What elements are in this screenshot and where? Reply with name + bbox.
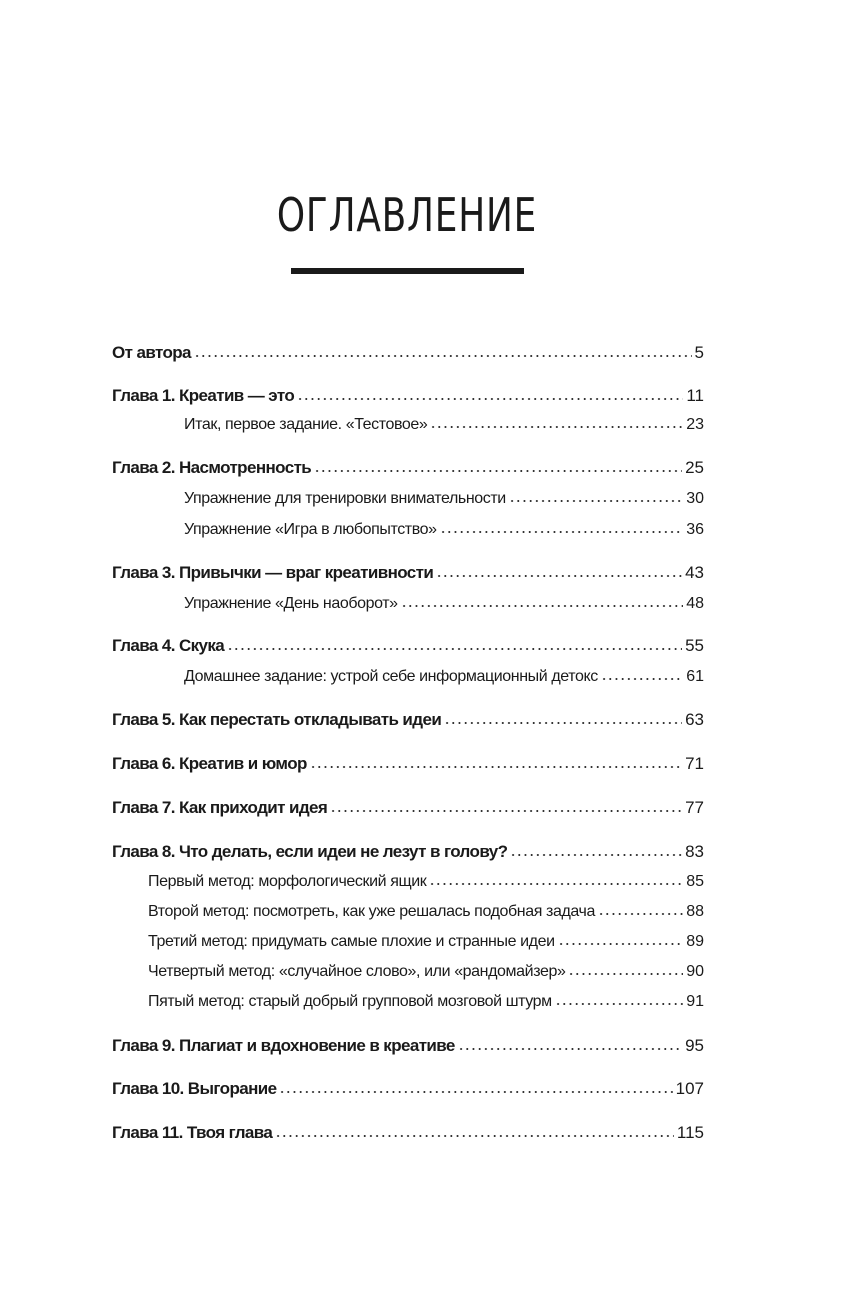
toc-entry-page: 95 — [685, 1036, 704, 1055]
toc-entry-title: Глава 7. Как приходит идея — [112, 798, 328, 817]
toc-entry-page: 89 — [686, 933, 704, 950]
table-of-contents — [112, 338, 704, 1168]
toc-entry-chapter-11[interactable] — [112, 1122, 704, 1144]
toc-entry-page: 77 — [685, 798, 704, 817]
dot-leader — [601, 677, 683, 681]
toc-entry-section[interactable] — [184, 414, 704, 436]
dot-leader — [194, 354, 692, 358]
toc-entry-page: 43 — [685, 563, 704, 582]
toc-entry-title: Глава 4. Скука — [112, 636, 225, 655]
toc-entry-title: Глава 1. Креатив — это — [112, 386, 295, 405]
dot-leader — [310, 765, 682, 769]
toc-entry-chapter-5[interactable] — [112, 709, 704, 731]
toc-entry-page: 5 — [694, 343, 704, 362]
toc-entry-title: Глава 5. Как перестать откладывать идеи — [112, 710, 442, 729]
dot-leader — [227, 647, 682, 651]
page-title: ОГЛАВЛЕНИЕ — [276, 188, 538, 242]
toc-entry-title: Четвертый метод: «случайное слово», или «рандомайзер» — [148, 963, 566, 980]
dot-leader — [510, 853, 682, 857]
toc-entry-page: 36 — [686, 521, 704, 538]
toc-entry-chapter-8[interactable] — [112, 841, 704, 863]
toc-entry-page: 61 — [686, 668, 704, 685]
toc-entry-page: 23 — [686, 416, 704, 433]
toc-entry-from-author[interactable] — [112, 342, 704, 364]
toc-entry-page: 85 — [686, 873, 704, 890]
dot-leader — [440, 530, 684, 534]
dot-leader — [568, 972, 683, 976]
toc-entry-title: От автора — [112, 343, 191, 362]
toc-entry-page: 11 — [686, 386, 704, 405]
toc-entry-title: Итак, первое задание. «Тестовое» — [184, 416, 428, 433]
dot-leader — [279, 1090, 672, 1094]
toc-entry-title: Глава 10. Выгорание — [112, 1079, 277, 1098]
toc-entry-chapter-3[interactable] — [112, 562, 704, 584]
toc-entry-chapter-4[interactable] — [112, 635, 704, 657]
dot-leader — [401, 604, 684, 608]
toc-entry-title: Упражнение для тренировки внимательности — [184, 490, 506, 507]
toc-entry-page: 107 — [675, 1079, 704, 1098]
toc-entry-page: 115 — [676, 1123, 704, 1142]
dot-leader — [598, 912, 683, 916]
toc-entry-title: Глава 8. Что делать, если идеи не лезут в голову? — [112, 842, 508, 861]
toc-entry-page: 90 — [686, 963, 704, 980]
dot-leader — [458, 1047, 682, 1051]
toc-entry-title: Домашнее задание: устрой себе информационный детокс — [184, 668, 598, 685]
toc-entry-title: Глава 9. Плагиат и вдохновение в креативе — [112, 1036, 455, 1055]
toc-entry-page: 71 — [685, 754, 704, 773]
toc-entry-section[interactable] — [148, 961, 704, 983]
toc-entry-page: 48 — [686, 595, 704, 612]
title-underline — [291, 268, 524, 274]
dot-leader — [436, 574, 682, 578]
toc-entry-chapter-1[interactable] — [112, 385, 704, 407]
toc-entry-title: Первый метод: морфологический ящик — [148, 873, 427, 890]
toc-entry-section[interactable] — [184, 488, 704, 510]
toc-entry-section[interactable] — [148, 931, 704, 953]
toc-entry-title: Глава 2. Насмотренность — [112, 458, 312, 477]
toc-entry-page: 91 — [686, 993, 704, 1010]
toc-entry-page: 63 — [685, 710, 704, 729]
toc-entry-section[interactable] — [184, 593, 704, 615]
toc-entry-section[interactable] — [148, 991, 704, 1013]
toc-entry-page: 83 — [685, 842, 704, 861]
toc-entry-section[interactable] — [148, 871, 704, 893]
dot-leader — [430, 425, 683, 429]
dot-leader — [330, 809, 682, 813]
toc-entry-section[interactable] — [184, 519, 704, 541]
toc-entry-chapter-10[interactable] — [112, 1078, 704, 1100]
dot-leader — [297, 397, 683, 401]
toc-entry-section[interactable] — [148, 901, 704, 923]
dot-leader — [314, 469, 682, 473]
dot-leader — [555, 1002, 683, 1006]
dot-leader — [558, 942, 684, 946]
toc-entry-title: Упражнение «Игра в любопытство» — [184, 521, 437, 538]
dot-leader — [444, 721, 682, 725]
toc-entry-page: 30 — [686, 490, 704, 507]
toc-entry-chapter-2[interactable] — [112, 457, 704, 479]
toc-entry-section[interactable] — [184, 666, 704, 688]
toc-entry-page: 88 — [686, 903, 704, 920]
toc-entry-chapter-6[interactable] — [112, 753, 704, 775]
toc-entry-chapter-9[interactable] — [112, 1035, 704, 1057]
dot-leader — [509, 499, 683, 503]
toc-entry-title: Глава 6. Креатив и юмор — [112, 754, 307, 773]
toc-entry-title: Второй метод: посмотреть, как уже решалась подобная задача — [148, 903, 595, 920]
toc-entry-chapter-7[interactable] — [112, 797, 704, 819]
toc-entry-title: Глава 3. Привычки — враг креативности — [112, 563, 434, 582]
toc-entry-title: Пятый метод: старый добрый групповой мозговой штурм — [148, 993, 552, 1010]
toc-entry-title: Третий метод: придумать самые плохие и странные идеи — [148, 933, 555, 950]
toc-entry-title: Упражнение «День наоборот» — [184, 595, 398, 612]
dot-leader — [429, 882, 683, 886]
dot-leader — [275, 1134, 674, 1138]
toc-entry-title: Глава 11. Твоя глава — [112, 1123, 273, 1142]
toc-entry-page: 25 — [685, 458, 704, 477]
toc-entry-page: 55 — [685, 636, 704, 655]
